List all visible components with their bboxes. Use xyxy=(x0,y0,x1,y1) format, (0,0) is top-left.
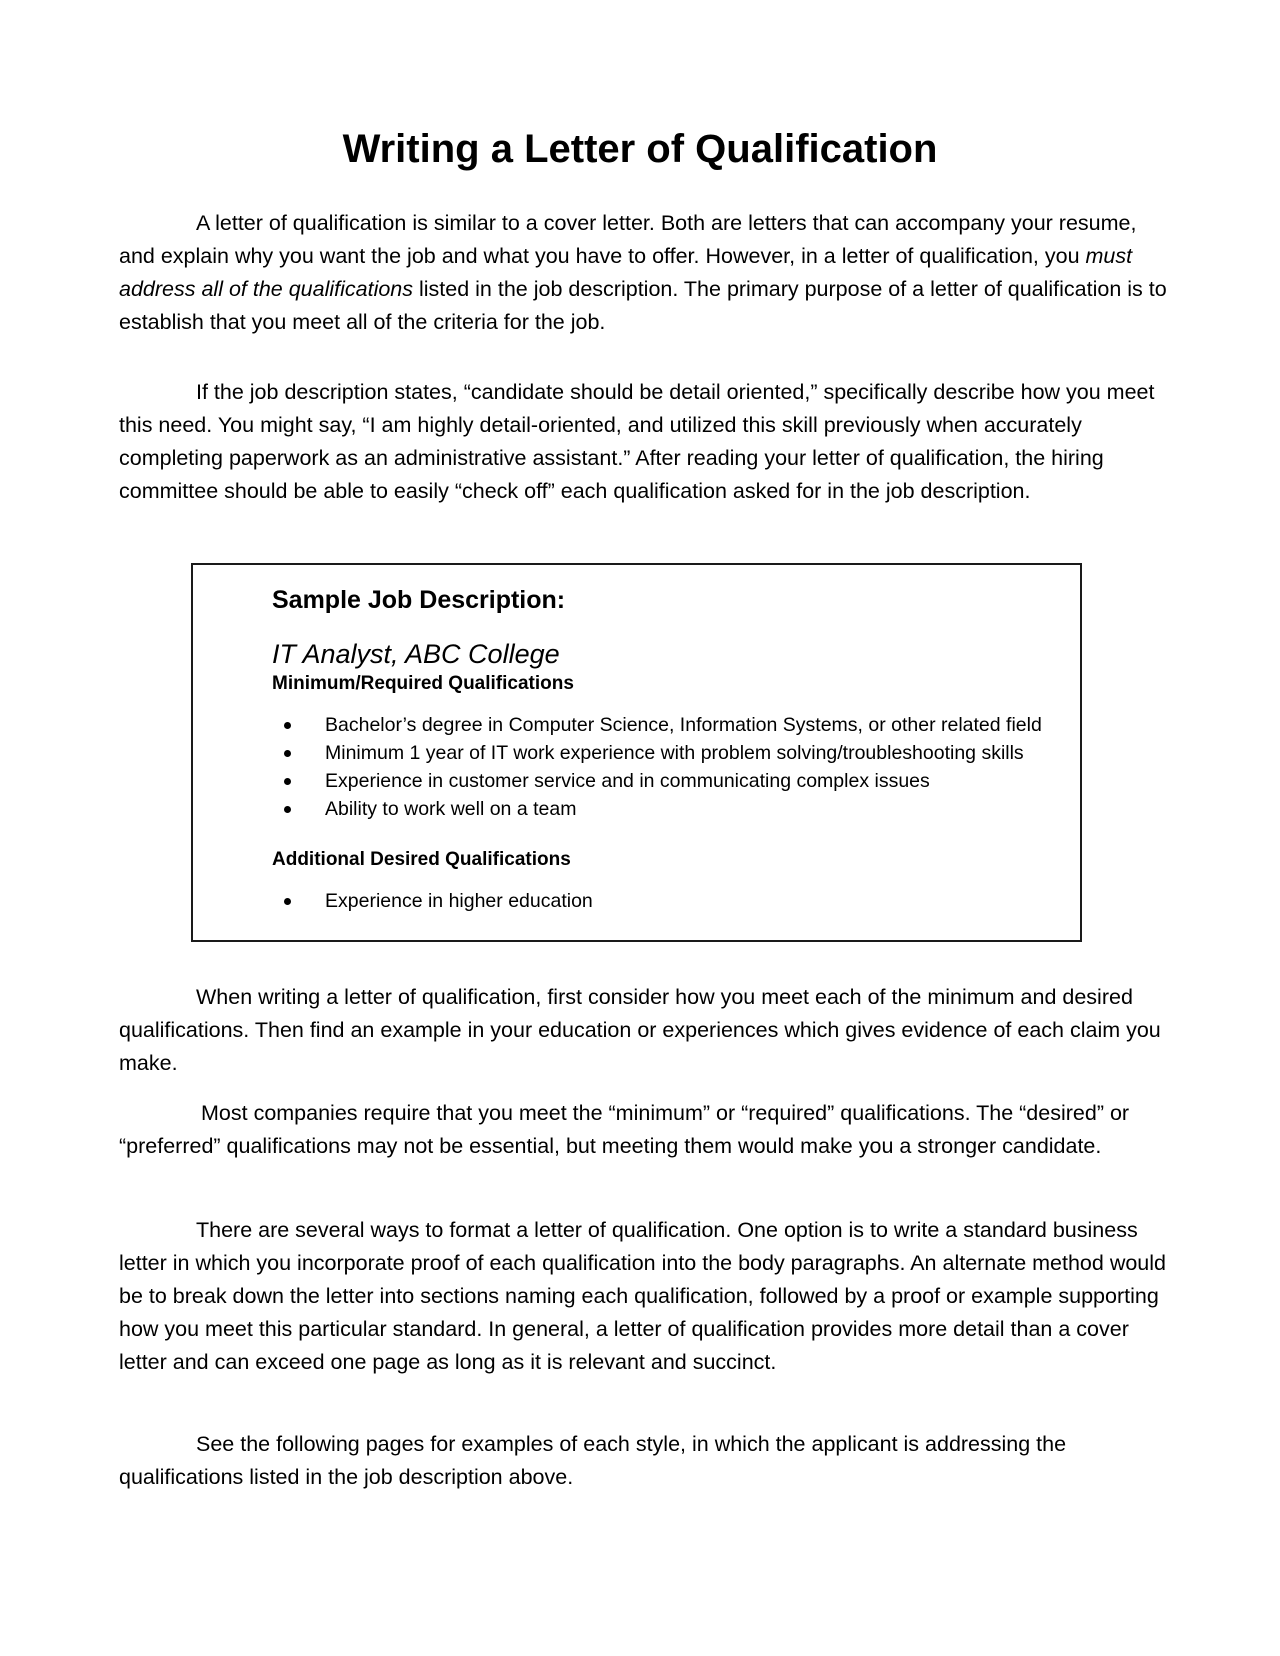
paragraph-minimum-vs-desired: Most companies require that you meet the “minimum” or “required” qualifications. The “desired” or “preferred” qualifications may not be essential, but meeting them would make you a stronger candidate. xyxy=(119,1101,1130,1158)
detail-paragraph: If the job description states, “candidate should be detail oriented,” specifically describe how you meet this need. You might say, “I am highly detail-oriented, and utilized this skill previously when accurately completing paperwork as an administrative assistant.” After reading your letter of qualification, the hiring committee should be able to easily “check off” each qualification asked for in the job description. xyxy=(119,380,1155,503)
list-item-text: Bachelor’s degree in Computer Science, Information Systems, or other related field xyxy=(325,714,1042,736)
bullet-icon xyxy=(284,722,291,729)
sample-job-description-box xyxy=(191,563,1082,942)
page-title: Writing a Letter of Qualification xyxy=(342,127,938,171)
list-item xyxy=(272,711,1072,739)
list-item-text: Ability to work well on a team xyxy=(325,798,577,820)
job-box-content xyxy=(272,583,1072,915)
intro-text-start: A letter of qualification is similar to a cover letter. Both are letters that can accompany your resume, and explain why you want the job and what you have to offer. However, in a letter of qualification, you xyxy=(119,211,1137,268)
bullet-icon xyxy=(284,898,291,905)
desired-qualifications-list xyxy=(272,887,1072,915)
paragraph-following-pages: See the following pages for examples of each style, in which the applicant is addressing the qualifications listed in the job description above. xyxy=(119,1432,1067,1489)
desired-qualifications-label: Additional Desired Qualifications xyxy=(272,849,571,870)
bullet-icon xyxy=(284,750,291,757)
list-item xyxy=(272,767,1072,795)
paragraph-consider-qualifications: When writing a letter of qualification, first consider how you meet each of the minimum and desired qualifications. Then find an example in your education or experiences which gives evidence of each claim you make. xyxy=(119,985,1161,1075)
bullet-icon xyxy=(284,778,291,785)
list-item xyxy=(272,795,1072,823)
list-item-text: Experience in customer service and in communicating complex issues xyxy=(325,770,930,792)
list-item-text: Minimum 1 year of IT work experience with problem solving/troubleshooting skills xyxy=(325,742,1024,764)
job-title: IT Analyst, ABC College xyxy=(272,639,560,669)
intro-text-end: listed in the job description. The primary purpose of a letter of qualification is to establish that you meet all of the criteria for the job. xyxy=(119,277,1167,334)
list-item xyxy=(272,887,1072,915)
list-item-text: Experience in higher education xyxy=(325,890,593,912)
list-item xyxy=(272,739,1072,767)
required-qualifications-label: Minimum/Required Qualifications xyxy=(272,673,574,694)
intro-emphasis: must address all of the qualifications xyxy=(119,244,1133,301)
job-box-heading: Sample Job Description: xyxy=(272,586,566,614)
required-qualifications-list xyxy=(272,711,1072,823)
bullet-icon xyxy=(284,806,291,813)
intro-paragraph xyxy=(119,207,1169,339)
paragraph-format-options: There are several ways to format a letter of qualification. One option is to write a standard business letter in which you incorporate proof of each qualification into the body paragraphs. An alternate method would be to break down the letter into sections naming each qualification, followed by a proof or example supporting how you meet this particular standard. In general, a letter of qualification provides more detail than a cover letter and can exceed one page as long as it is relevant and succinct. xyxy=(119,1218,1166,1374)
